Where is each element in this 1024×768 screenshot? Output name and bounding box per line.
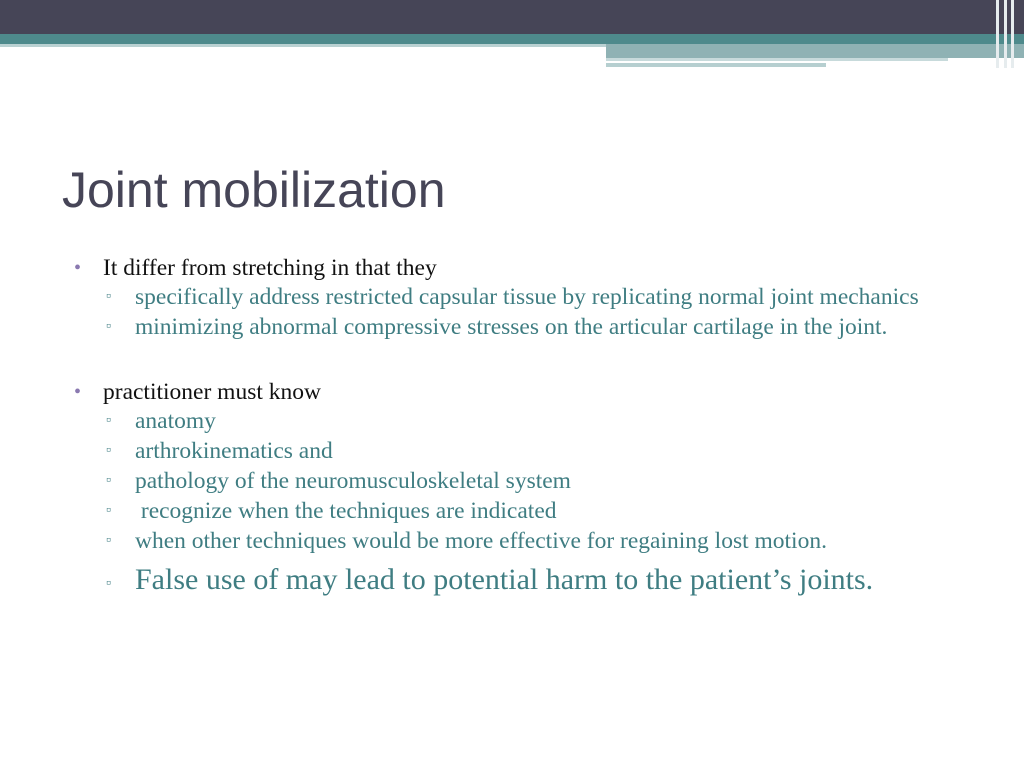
bullet-dot-icon: • (74, 257, 82, 279)
bullet-text: practitioner must know (103, 379, 321, 405)
bullet-text: arthrokinematics and (135, 438, 333, 464)
bullet-square-icon: ▫ (106, 413, 111, 428)
bullet-text: pathology of the neuromusculoskeletal system (135, 468, 571, 494)
bullet-text: It differ from stretching in that they (103, 255, 437, 281)
bullet-level2 (74, 408, 974, 434)
header-teal-thin-line (0, 44, 606, 47)
bullet-level1 (74, 254, 974, 282)
header-teal-line-2 (606, 63, 826, 67)
header-stripe-2 (1004, 0, 1007, 68)
bullet-square-icon: ▫ (106, 576, 111, 591)
bullet-text: recognize when the techniques are indicated (135, 498, 557, 524)
bullet-square-icon: ▫ (106, 319, 111, 334)
bullet-text: anatomy (135, 408, 216, 434)
bullet-text: specifically address restricted capsular tissue by replicating normal joint mechanics (135, 284, 919, 310)
bullet-square-icon: ▫ (106, 443, 111, 458)
header-dark-bar (0, 0, 1024, 34)
bullet-dot-icon: • (74, 381, 82, 403)
header-teal-block (606, 44, 1024, 58)
bullet-square-icon: ▫ (106, 289, 111, 304)
bullet-text: when other techniques would be more effective for regaining lost motion. (135, 528, 827, 554)
bullet-level1 (74, 378, 974, 406)
slide-content (74, 254, 974, 602)
bullet-level2 (74, 468, 974, 494)
slide-title: Joint mobilization (62, 162, 446, 218)
bullet-level2 (74, 498, 974, 524)
bullet-text: False use of may lead to potential harm to the patient’s joints. (135, 563, 874, 596)
bullet-square-icon: ▫ (106, 503, 111, 518)
header-stripe-3 (1011, 0, 1014, 68)
header-teal-line-1 (606, 58, 948, 61)
bullet-level2 (74, 284, 974, 310)
bullet-level2-emphasis (74, 562, 974, 598)
header-stripe-1 (996, 0, 999, 68)
header-teal-bar (0, 34, 1024, 44)
bullet-level2 (74, 438, 974, 464)
bullet-text: minimizing abnormal compressive stresses on the articular cartilage in the joint. (135, 314, 888, 340)
bullet-level2 (74, 314, 974, 340)
bullet-square-icon: ▫ (106, 473, 111, 488)
bullet-level2 (74, 528, 974, 554)
bullet-square-icon: ▫ (106, 533, 111, 548)
